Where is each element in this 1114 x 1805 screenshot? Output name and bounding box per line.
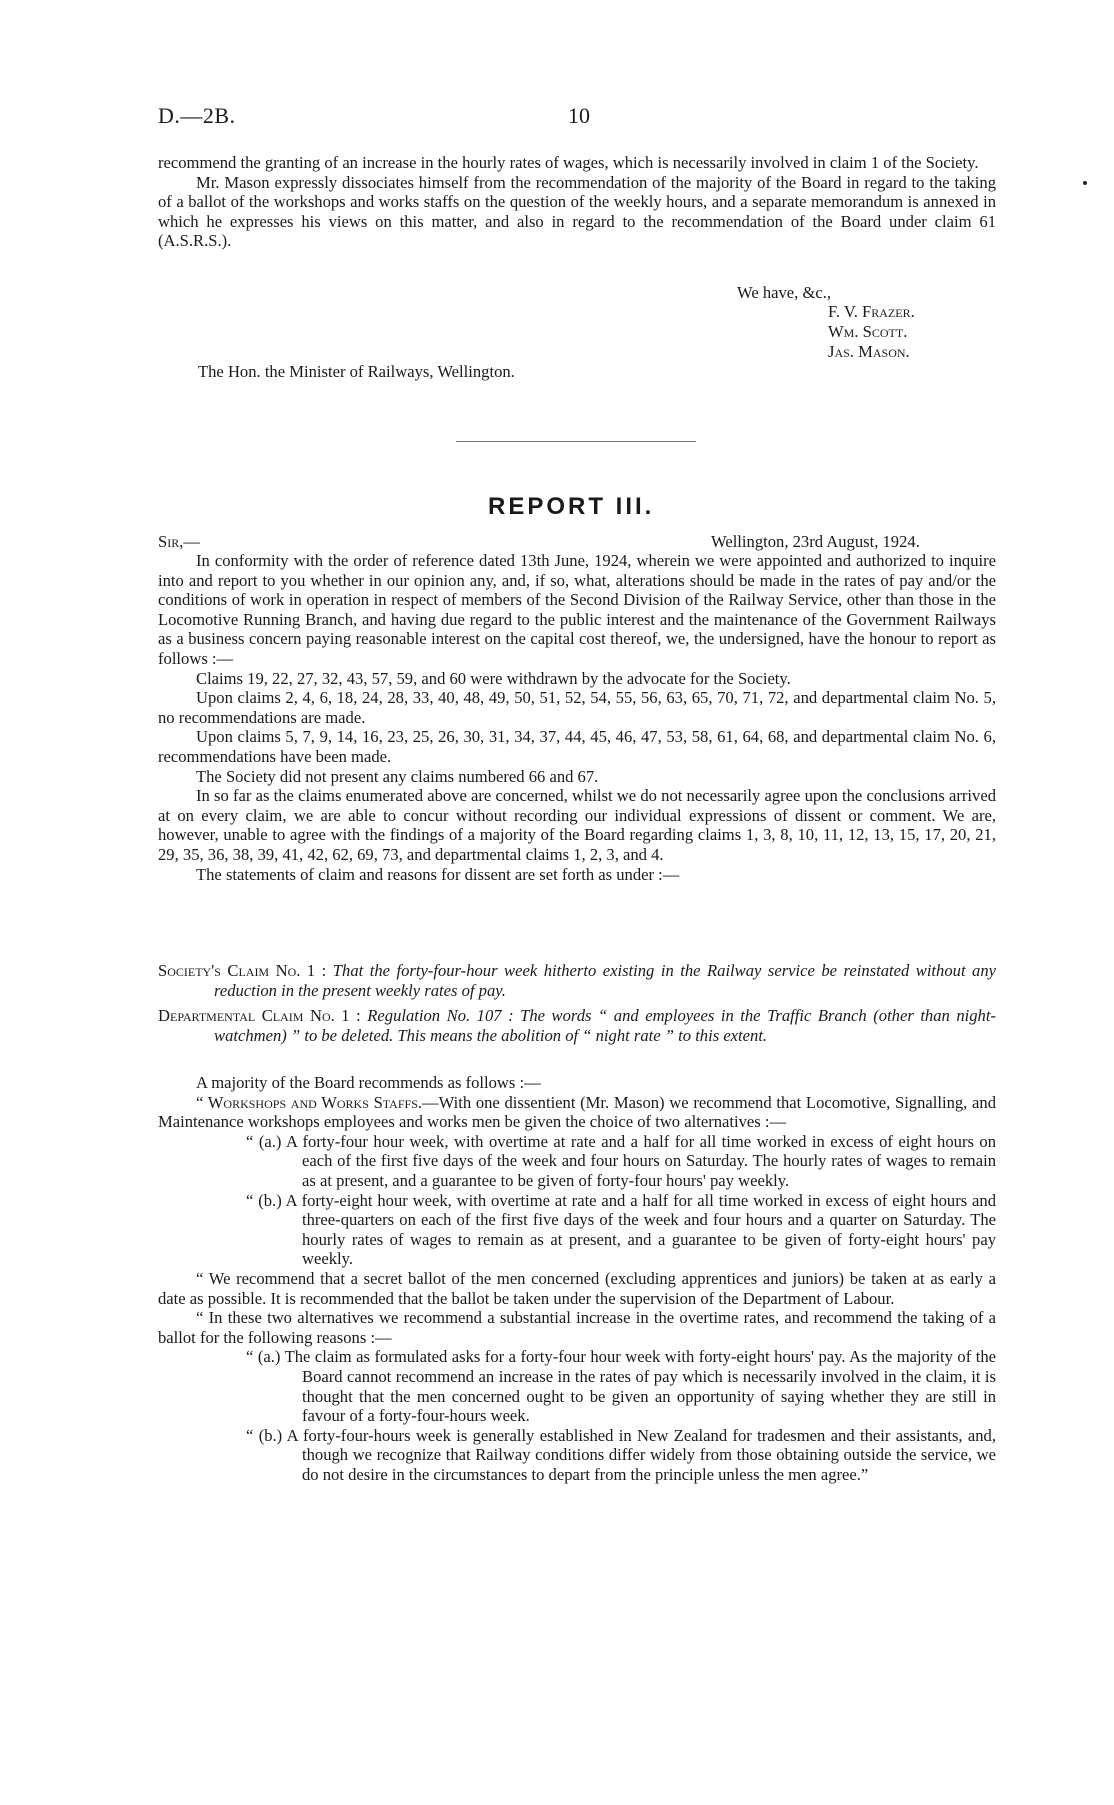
addressee: The Hon. the Minister of Railways, Wellington. [198,362,515,381]
departmental-claim [158,1006,996,1045]
alternative-b: “ (b.) A forty-eight hour week, with overtime at rate and a half for all time worked in excess of eight hours and three-quarters on each of the first five days of the week and four hours and a quarter on Saturday. The hourly rates of wages to remain as at present, and a guarantee to be given of forty-eight hours' pay weekly. [246,1190,996,1269]
document-reference: D.—2B. [158,103,236,128]
place-date: Wellington, 23rd August, 1924. [711,532,920,551]
divider [456,441,696,442]
signatory: F. V. Frazer. [828,302,915,321]
stray-mark [1083,181,1087,185]
section-text: —With one dissentient (Mr. Mason) we recommend that Locomotive, Signalling, and Maintenance workshops employees and works men be given the choice of two alternatives :— [158,1092,996,1132]
paragraph: Claims 19, 22, 27, 32, 43, 57, 59, and 60 were withdrawn by the advocate for the Society. [196,668,791,688]
paragraph: In conformity with the order of reference dated 13th June, 1924, wherein we were appointed and authorized to inquire into and report to you whether in our opinion any, and, if so, what, alterations should be made in the rates of pay and/or the conditions of work in operation in respect of members of the Second Division of the Railway Service, other than those in the Locomotive Running Branch, and having due regard to the public interest and the maintenance of the Government Railways as a business concern paying reasonable interest on the capital cost thereof, we, the undersigned, have the honour to report as follows :— [158,551,996,668]
society-claim [158,961,996,1000]
paragraph: Upon claims 5, 7, 9, 14, 16, 23, 25, 26, 30, 31, 34, 37, 44, 45, 46, 47, 53, 58, 61, 64, 68, and departmental claim No. 6, recommendations have been made. [158,727,996,766]
claim-text: That the forty-four-hour week hitherto existing in the Railway service be reinstated without any reduction in the present weekly rates of pay. [214,961,996,1000]
paragraph: Mr. Mason expressly dissociates himself from the recommendation of the majority of the Board in regard to the taking of a ballot of the workshops and works staffs on the question of the weekly hours, and a separate memorandum is annexed in which he expresses his views on this matter, and also in regard to the recommendation of the Board under claim 61 (A.S.R.S.). [158,172,996,251]
paragraph: A majority of the Board recommends as follows :— [196,1073,541,1092]
reason-a: “ (a.) The claim as formulated asks for a forty-four hour week with forty-eight hours' pay. As the majority of the Board cannot recommend an increase in the rates of pay which is necessarily involved in the claim, it is thought that the men concerned ought to be given an opportunity of saying whether they are still in favour of a forty-four-hours week. [246,1347,996,1426]
paragraph: “ In these two alternatives we recommend a substantial increase in the overtime rates, and recommend the taking of a ballot for the following reasons :— [158,1308,996,1347]
reason-b: “ (b.) A forty-four-hours week is generally established in New Zealand for tradesmen and their assistants, and, though we recognize that Railway conditions differ widely from those obtaining outside the service, we do not desire in the circumstances to depart from the principle unless the men agree.” [246,1425,996,1484]
page-number: 10 [568,103,590,128]
section-label: “ Workshops and Works Staffs. [196,1092,423,1112]
paragraph: “ We recommend that a secret ballot of the men concerned (excluding apprentices and juniors) be taken at as early a date as possible. It is recommended that the ballot be taken under the supervision of the Department of Labour. [158,1268,996,1308]
signatory: Wm. Scott. [828,322,908,341]
report-title: REPORT III. [488,493,655,520]
paragraph: Upon claims 2, 4, 6, 18, 24, 28, 33, 40, 48, 49, 50, 51, 52, 54, 55, 56, 63, 65, 70, 71, 72, and departmental claim No. 5, no recommendations are made. [158,688,996,727]
paragraph: In so far as the claims enumerated above are concerned, whilst we do not necessarily agree upon the conclusions arrived at on every claim, we are able to concur without recording our individual expressions of dissent or comment. We are, however, unable to agree with the findings of a majority of the Board regarding claims 1, 3, 8, 10, 11, 12, 13, 15, 17, 20, 21, 29, 35, 36, 38, 39, 41, 42, 62, 69, 73, and departmental claims 1, 2, 3, and 4. [158,786,996,864]
paragraph: The Society did not present any claims numbered 66 and 67. [196,766,599,786]
claim-label: Departmental Claim No. 1 : [158,1006,361,1025]
paragraph [158,1093,996,1132]
recommendation-body [158,1073,996,1484]
alternative-a: “ (a.) A forty-four hour week, with overtime at rate and a half for all time worked in excess of eight hours on each of the first five days of the week and four hours on Saturday. The hourly rates of wages to remain as at present, and a guarantee to be given of forty-four hours' pay weekly. [246,1131,996,1190]
closing: We have, &c., [737,283,832,302]
claim-label: Society's Claim No. 1 : [158,961,327,980]
salutation: Sir,— [158,532,200,551]
report-body [158,551,996,884]
paragraph: The statements of claim and reasons for dissent are set forth as under :— [196,864,680,884]
claim-text: Regulation No. 107 : The words “ and employees in the Traffic Branch (other than night-watchmen) ” to be deleted. This means the abolition of “ night rate ” to this extent. [214,1006,996,1045]
top-text [158,153,996,251]
signatory: Jas. Mason. [828,342,910,361]
paragraph: recommend the granting of an increase in the hourly rates of wages, which is necessarily involved in claim 1 of the Society. [158,153,979,172]
